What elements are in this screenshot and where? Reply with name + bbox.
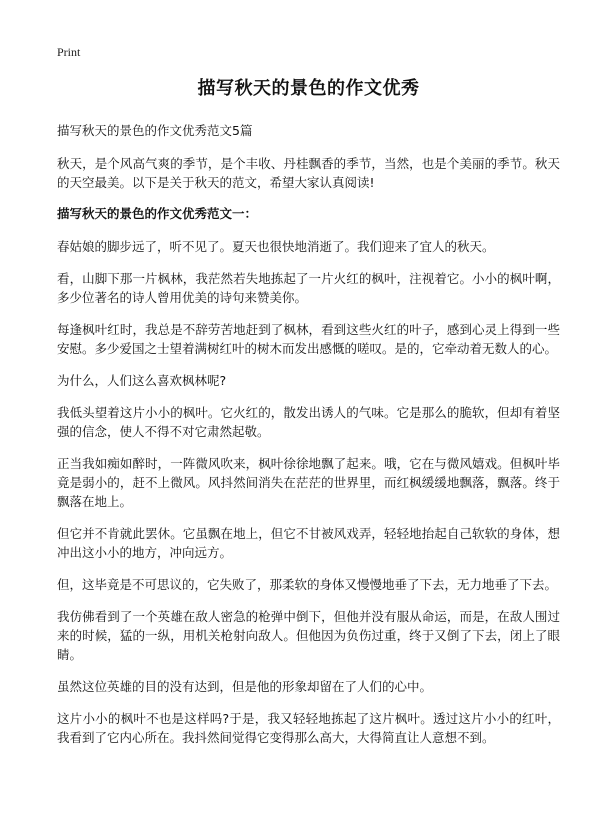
paragraph: 虽然这位英雄的目的没有达到，但是他的形象却留在了人们的心中。 <box>57 679 433 694</box>
paragraph: 我仿佛看到了一个英雄在敌人密急的枪弹中倒下，但他并没有服从命运，而是，在敌人围过来的时候，猛的一纵，用机关枪射向敌人。但他因为负伤过重，终于又倒了下去，闭上了眼睛。 <box>57 609 560 662</box>
paragraph: 春姑娘的脚步远了，听不见了。夏天也很快地消逝了。我们迎来了宜人的秋天。 <box>57 239 495 254</box>
document-title: 描写秋天的景色的作文优秀 <box>197 78 420 99</box>
paragraph: 正当我如痴如醉时，一阵微风吹来，枫叶徐徐地飘了起来。哦，它在与微风嬉戏。但枫叶毕竟是弱小的，赶不上微风。风抖然间消失在茫茫的世界里，而红枫缓缓地飘落，飘落。终于飘落在地上。 <box>57 456 560 509</box>
paragraph: 为什么，人们这么喜欢枫林呢? <box>57 373 227 388</box>
section-heading: 描写秋天的景色的作文优秀范文一： <box>57 206 258 221</box>
paragraph: 但它并不肯就此罢休。它虽飘在地上，但它不甘被风戏弄，轻轻地抬起自己软软的身体，想冲出这小小的地方，冲向远方。 <box>57 526 560 560</box>
paragraph: 这片小小的枫叶不也是这样吗?于是，我又轻轻地拣起了这片枫叶。透过这片小小的红叶，我看到了它内心所在。我抖然间觉得它变得那么高大，大得简直让人意想不到。 <box>57 711 560 745</box>
paragraph: 看，山脚下那一片枫林，我茫然若失地拣起了一片火红的枫叶，注视着它。小小的枫叶啊，多少位著名的诗人曾用优美的诗句来赞美你。 <box>57 271 560 305</box>
intro-subtitle: 描写秋天的景色的作文优秀范文5篇 <box>57 123 253 138</box>
paragraph: 每逢枫叶红时，我总是不辞劳苦地赶到了枫林，看到这些火红的叶子，感到心灵上得到一些安慰。多少爱国之士望着满树红叶的树木而发出感慨的嗟叹。是的，它牵动着无数人的心。 <box>57 322 560 356</box>
print-label[interactable]: Print <box>57 45 81 59</box>
paragraph: 我低头望着这片小小的枫叶。它火红的，散发出诱人的气味。它是那么的脆软，但却有着坚强的信念，使人不得不对它肃然起敬。 <box>57 405 560 439</box>
intro-paragraph: 秋天，是个风高气爽的季节，是个丰收、丹桂飘香的季节，当然，也是个美丽的季节。秋天的天空最美。以下是关于秋天的范文，希望大家认真阅读! <box>57 156 560 190</box>
paragraph: 但，这毕竟是不可思议的，它失败了，那柔软的身体又慢慢地垂了下去，无力地垂了下去。 <box>57 577 558 592</box>
